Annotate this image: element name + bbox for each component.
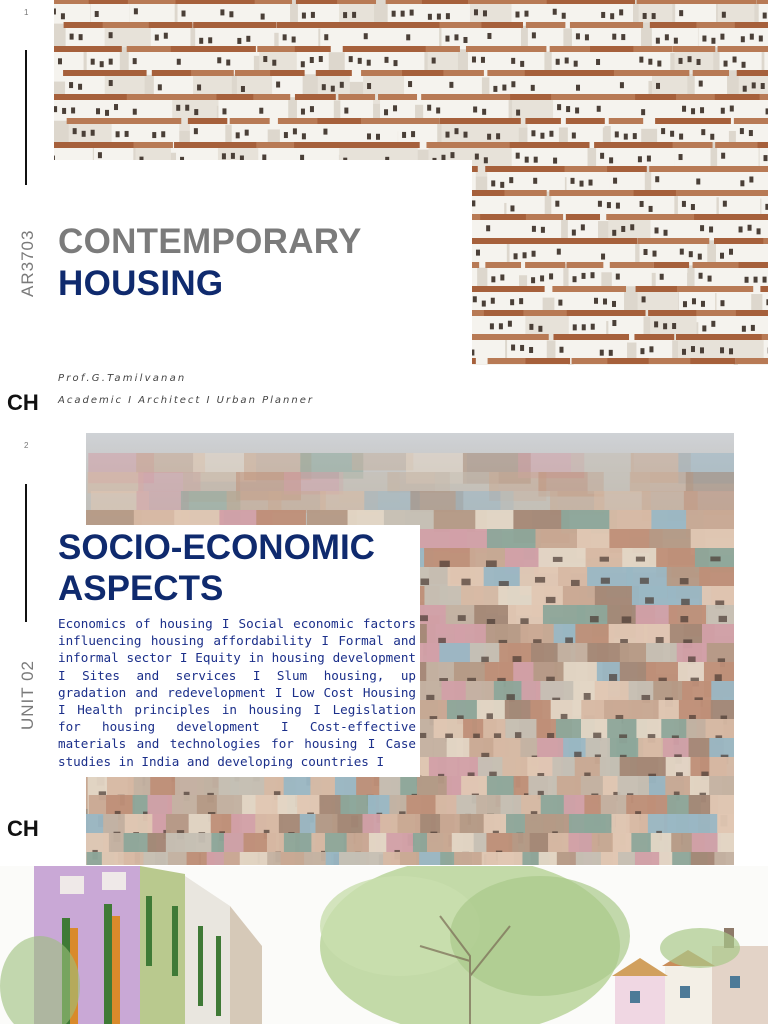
housing-sketch <box>0 866 768 1024</box>
slide-3-illustration <box>0 866 768 1024</box>
vertical-rule-1 <box>25 50 27 185</box>
title-panel-1 <box>54 160 472 365</box>
course-code: AR3703 <box>18 229 37 297</box>
title-socio-economic: SOCIO-ECONOMIC <box>58 528 375 567</box>
ch-logo-1: CH <box>7 390 39 415</box>
unit-label: UNIT 02 <box>18 660 37 730</box>
ch-logo-2: CH <box>7 816 39 841</box>
author-role: Academic I Architect I Urban Planner <box>58 395 314 406</box>
page-number-2: 2 <box>24 441 29 450</box>
page-number-1: 1 <box>24 8 29 17</box>
syllabus-text: Economics of housing I Social economic factors influencing housing affordability I Formal and informal sector I Equity in housing development I Sites and services I Slum housing, up gradation and redevelopment I Low Cost Housing I Health principles in housing I Legislation for housing development I Cost-effective materials and technologies for housing I Case studies in India and developing countries I <box>58 616 416 769</box>
title-housing: HOUSING <box>58 264 224 303</box>
title-aspects: ASPECTS <box>58 569 224 608</box>
vertical-rule-2 <box>25 484 27 622</box>
author-name: Prof.G.Tamilvanan <box>58 373 187 384</box>
title-contemporary: CONTEMPORARY <box>58 222 362 261</box>
